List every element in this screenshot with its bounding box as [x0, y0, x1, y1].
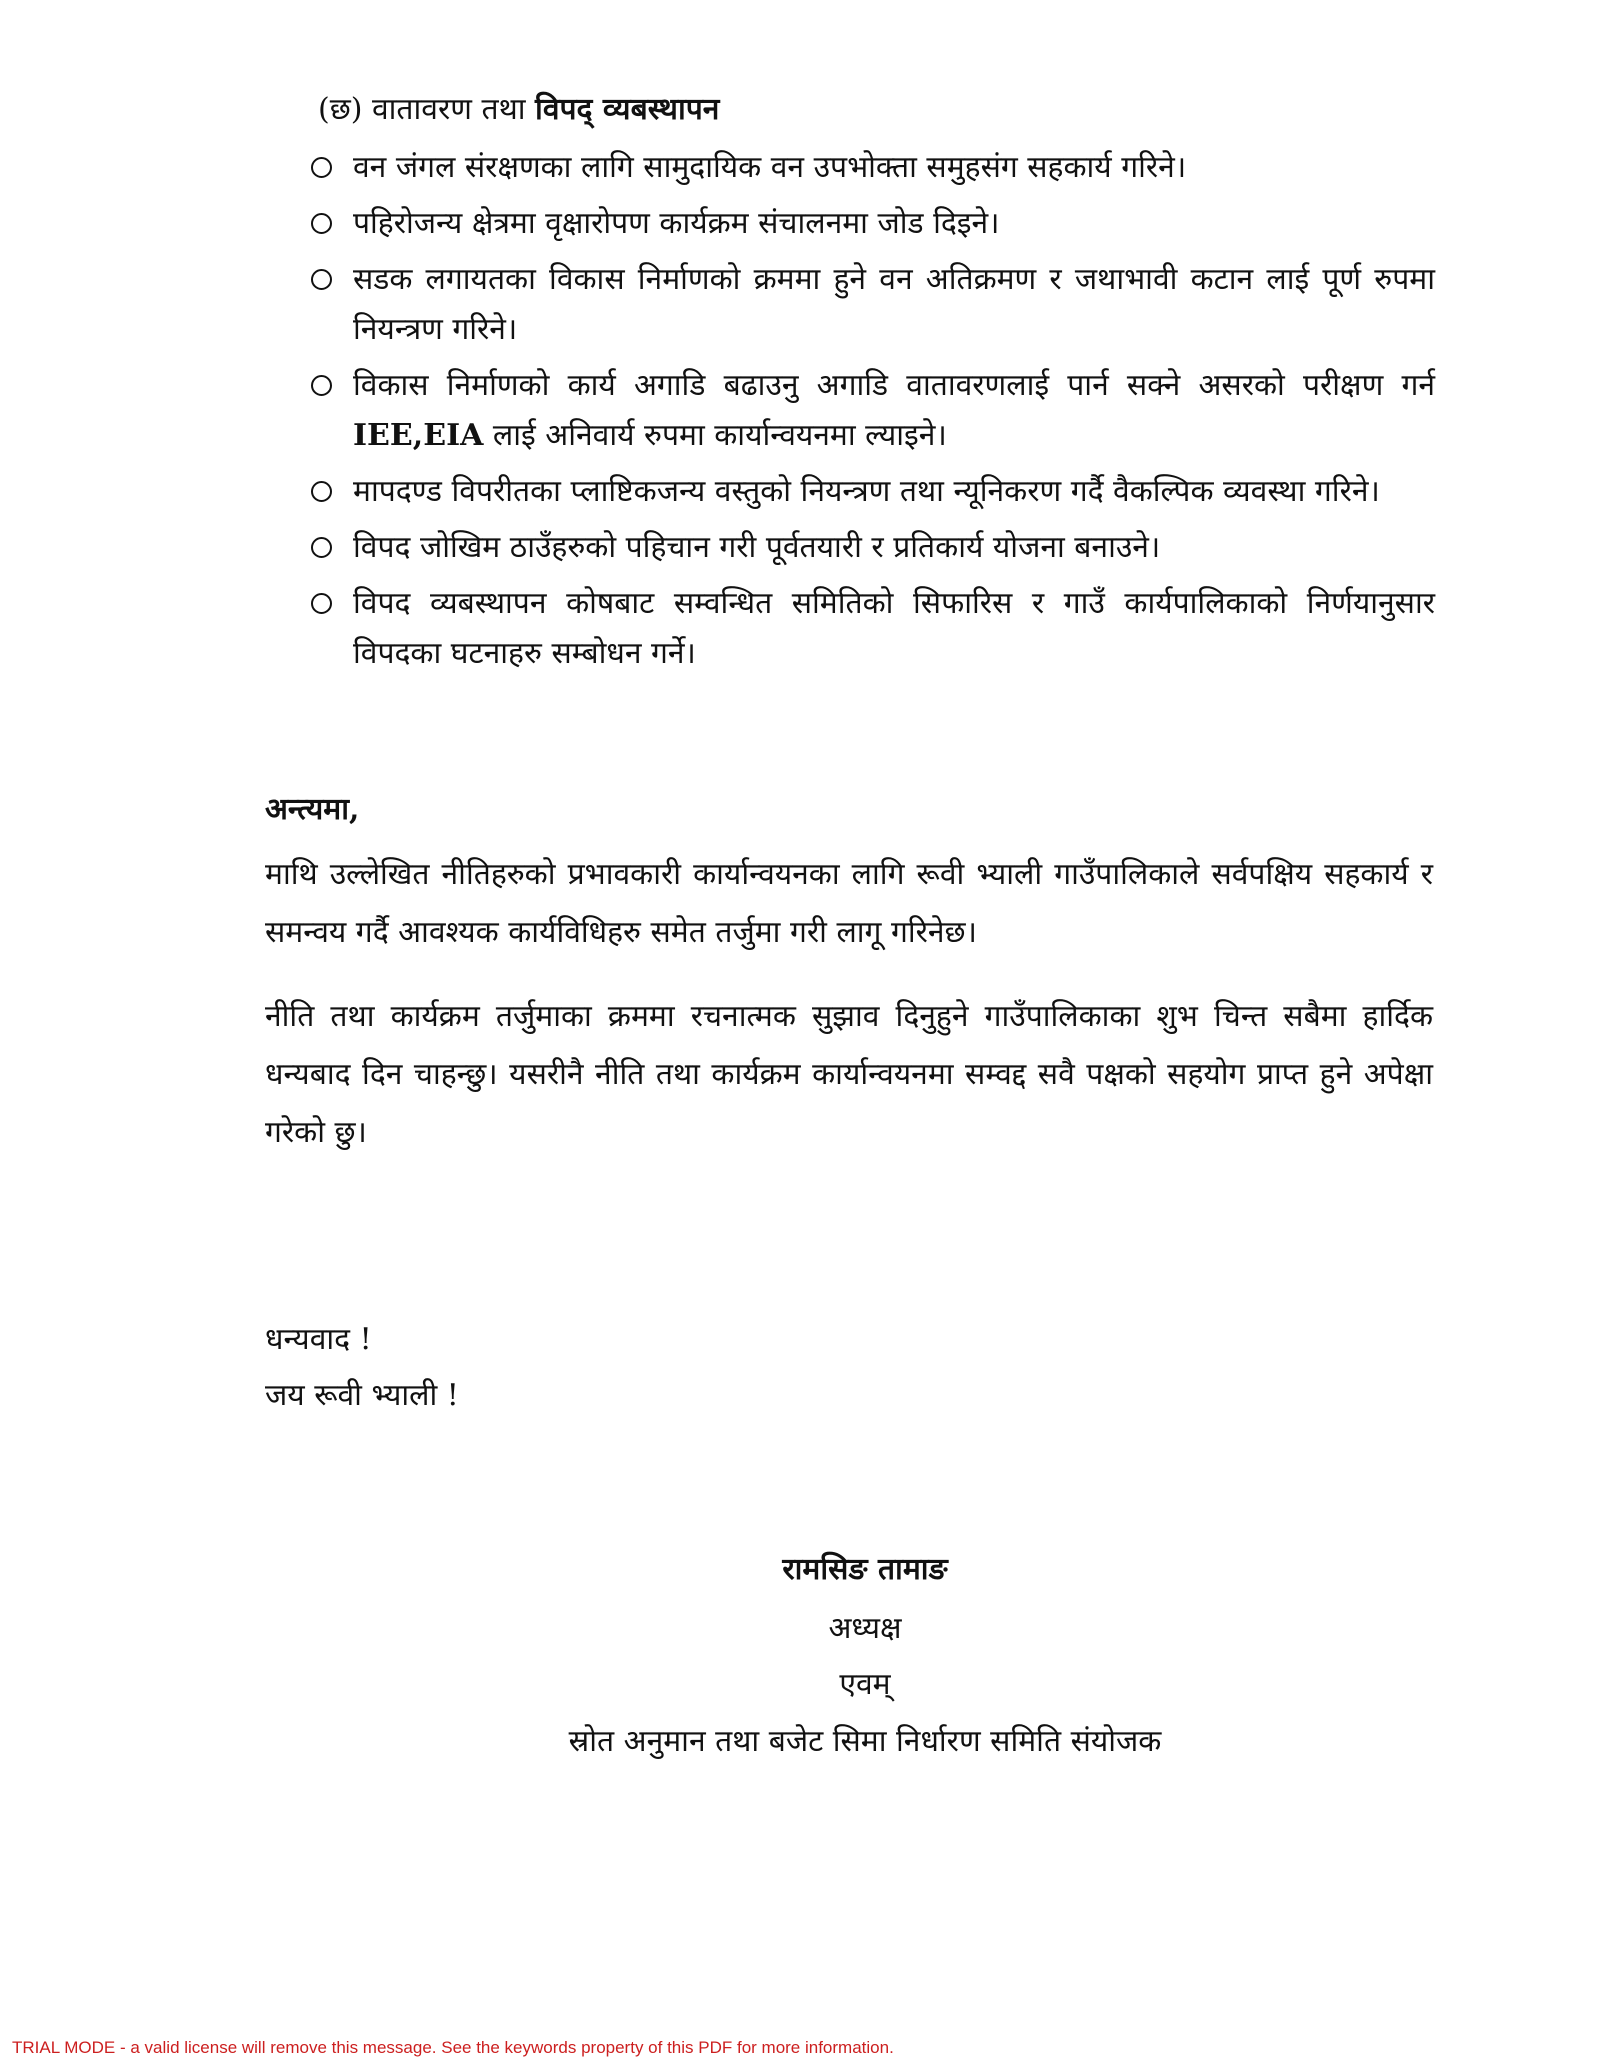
closing-paragraph-2: नीति तथा कार्यक्रम तर्जुमाका क्रममा रचनात्मक सुझाव दिनुहुने गाउँपालिकाका शुभ चिन्त सबैमा हार्दिक धन्यबाद दिन चाहन्छु। यसरीनै नीति तथा कार्यक्रम कार्यान्वयनमा सम्वद्द सवै पक्षको सहयोग प्राप्त हुने अपेक्षा गरेको छु। — [265, 999, 1433, 1150]
hollow-circle-bullet-icon — [311, 537, 332, 558]
list-item-text: विपद जोखिम ठाउँहरुको पहिचान गरी पूर्वतयारी र प्रतिकार्य योजना बनाउने। — [353, 530, 1161, 565]
list-item-lead: IEE,EIA — [353, 418, 484, 453]
list-item — [305, 199, 1435, 249]
hollow-circle-bullet-icon — [311, 269, 332, 290]
hollow-circle-bullet-icon — [311, 213, 332, 234]
list-item-text: लाई अनिवार्य रुपमा कार्यान्वयनमा ल्याइने। — [483, 418, 947, 453]
list-item-text: वन जंगल संरक्षणका लागि सामुदायिक वन उपभोक्ता समुहसंग सहकार्य गरिने। — [353, 150, 1187, 185]
list-item — [305, 467, 1435, 517]
list-item — [305, 579, 1435, 679]
section-heading-emphasis: विपद् व्यबस्थापन — [535, 92, 720, 127]
salutation-line: जय रूवी भ्याली ! — [265, 1378, 459, 1413]
section-heading — [318, 88, 719, 132]
hollow-circle-bullet-icon — [311, 157, 332, 178]
signatory-name: रामसिङ तामाङ — [782, 1552, 948, 1587]
trial-mode-watermark: TRIAL MODE - a valid license will remove this message. See the keywords property of this PDF for more information. — [12, 2038, 894, 2057]
thanks-line: धन्यवाद ! — [265, 1322, 372, 1357]
list-item-text: मापदण्ड विपरीतका प्लाष्टिकजन्य वस्तुको नियन्त्रण तथा न्यूनिकरण गर्दै वैकल्पिक व्यवस्था गरिने। — [353, 474, 1380, 509]
list-item — [305, 143, 1435, 193]
hollow-circle-bullet-icon — [311, 375, 332, 396]
policy-bullet-list — [305, 143, 1435, 685]
closing-heading: अन्त्यमा, — [265, 792, 360, 827]
list-item-text: विपद व्यबस्थापन कोषबाट सम्वन्धित समितिको सिफारिस र गाउँ कार्यपालिकाको निर्णयानुसार विपदका घटनाहरु सम्बोधन गर्ने। — [353, 586, 1435, 671]
signatory-conjunction: एवम् — [839, 1667, 891, 1702]
list-item-text: विकास निर्माणको कार्य अगाडि बढाउनु अगाडि वातावरणलाई पार्न सक्ने असरको परीक्षण गर्न — [353, 368, 1435, 403]
list-item-text: पहिरोजन्य क्षेत्रमा वृक्षारोपण कार्यक्रम संचालनमा जोड दिइने। — [353, 206, 1000, 241]
list-item — [305, 255, 1435, 355]
signatory-title: अध्यक्ष — [828, 1611, 902, 1646]
list-item-text: सडक लगायतका विकास निर्माणको क्रममा हुने वन अतिक्रमण र जथाभावी कटान लाई पूर्ण रुपमा नियन्त्रण गरिने। — [353, 262, 1435, 347]
signatory-role: स्रोत अनुमान तथा बजेट सिमा निर्धारण समिति संयोजक — [568, 1724, 1162, 1759]
section-heading-prefix: (छ) वातावरण तथा — [318, 92, 536, 127]
closing-paragraph-1: माथि उल्लेखित नीतिहरुको प्रभावकारी कार्यान्वयनका लागि रूवी भ्याली गाउँपालिकाले सर्वपक्षिय सहकार्य र समन्वय गर्दै आवश्यक कार्यविधिहरु समेत तर्जुमा गरी लागू गरिनेछ। — [265, 857, 1433, 950]
list-item — [305, 523, 1435, 573]
hollow-circle-bullet-icon — [311, 481, 332, 502]
list-item — [305, 361, 1435, 461]
hollow-circle-bullet-icon — [311, 593, 332, 614]
